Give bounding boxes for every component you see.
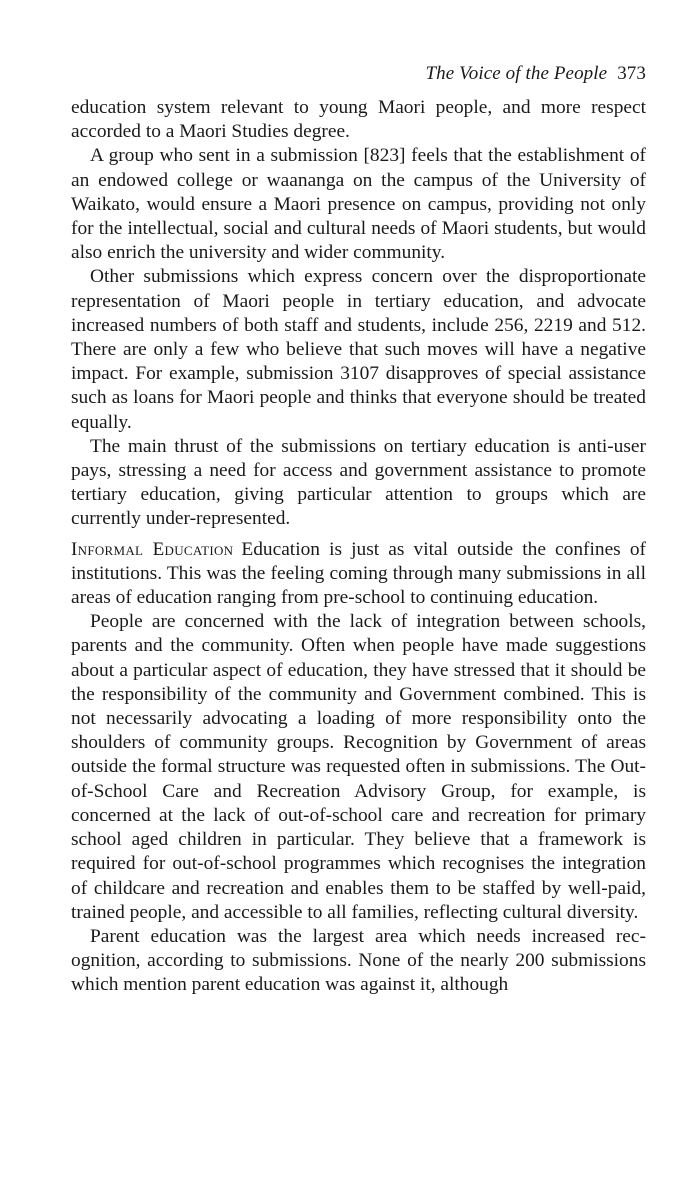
section-text: Education is just as vital outside the confines of institutions. This was the feeling coming through many submissions in all areas of education ranging from pre-school to continuing education. [71,538,646,609]
body-paragraph: The main thrust of the submissions on tertiary education is anti-user pays, stressing a need for access and government assistance to promote tertiary education, giving particular attention to groups which are currently under-represented. [71,435,646,530]
section-heading: Informal Education [71,538,234,560]
book-page [71,62,646,998]
body-paragraph: education system relevant to young Maori people, and more respect accorded to a Maori Studies degree. [71,97,646,143]
body-paragraph: A group who sent in a submission [823] feels that the establishment of an endowed college or waananga on the campus of the University of Waikato, would ensure a Maori presence on campus, providing not only for the intellectual, social and cultural needs of Maori students, but would also enrich the university and wider community. [71,145,646,264]
body-paragraph: Parent education was the largest area which needs increased recognition, according to submissions. None of the nearly 200 submissions which mention parent education was against it, although [71,925,646,996]
running-head [71,62,646,86]
body-paragraph: Other submissions which express concern over the disproportionate representation of Maori people in tertiary education, and advocate increased numbers of both staff and students, include 256, 2219 and 512. There are only a few who believe that such moves will have a negative impact. For example, submission 3107 disapproves of special assistance such as loans for Maori people and thinks that everyone should be treated equally. [71,266,646,433]
page-number: 373 [617,63,646,84]
section-paragraph [71,538,646,611]
body-paragraph: People are concerned with the lack of integration between schools, parents and the community. Often when people have made suggestions about a particular aspect of education, they have stressed that it should be the responsibility of the community and Government combined. This is not necessarily advocating a loading of more responsibility onto the shoulders of community groups. Recognition by Government of areas outside the formal structure was requested often in submissions. The Out-of-School Care and Recreation Advisory Group, for example, is concerned at the lack of out-of-school care and recreation for primary school aged children in particular. They believe that a framework is required for out-of-school programmes which recognises the integration of childcare and recreation and enables them to be staffed by well-paid, trained people, and accessible to all families, reflecting cultural diversity. [71,611,646,923]
running-head-title: The Voice of the People [425,63,608,84]
